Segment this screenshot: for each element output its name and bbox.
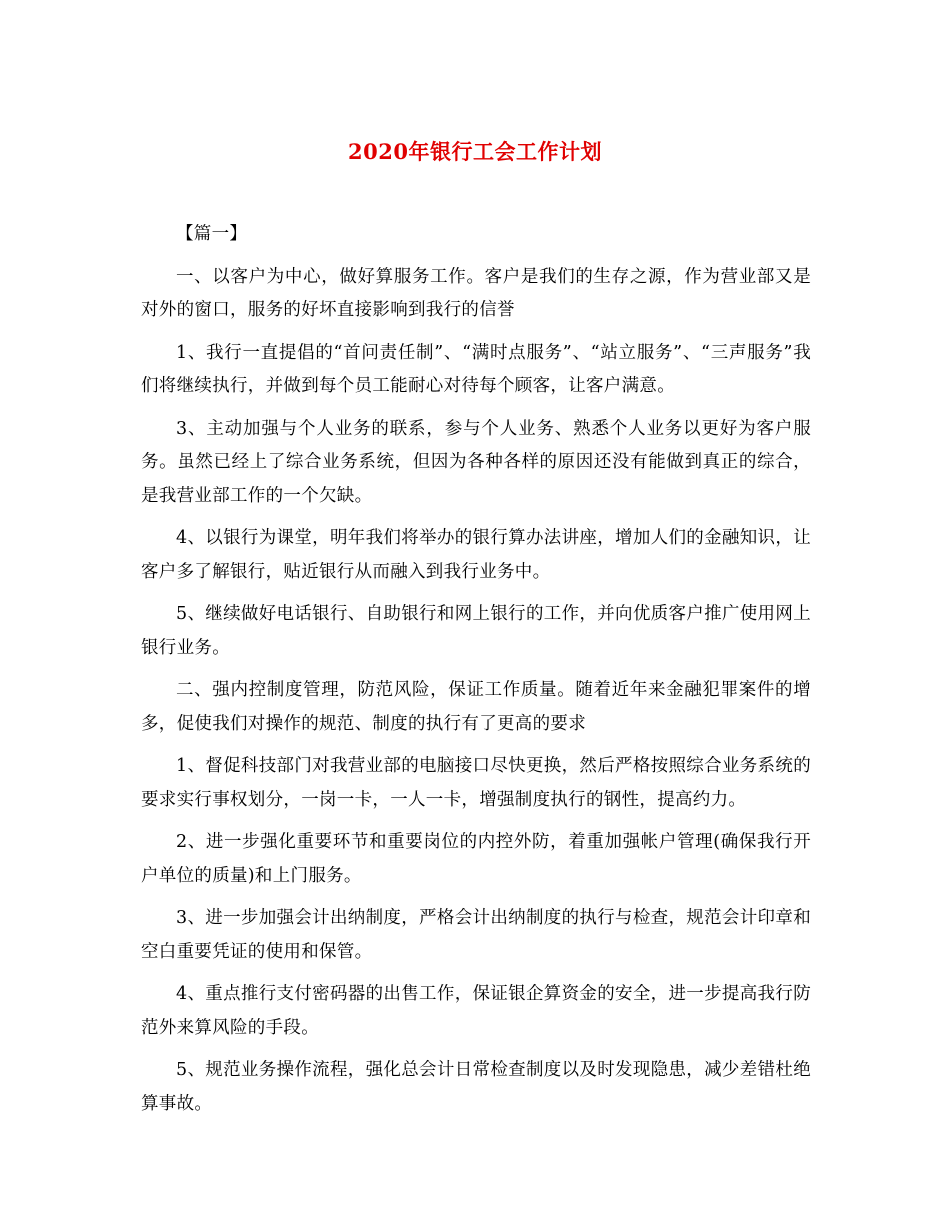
paragraph: 3、进一步加强会计出纳制度，严格会计出纳制度的执行与检查，规范会计印章和空白重要凭证的使用和保管。	[141, 908, 811, 962]
paragraph: 1、我行一直提倡的“首问责任制”、“满时点服务”、“站立服务”、“三声服务”我们将继续执行，并做到每个员工能耐心对待每个顾客，让客户满意。	[141, 342, 811, 396]
document-title: 2020年银行工会工作计划	[348, 139, 602, 164]
paragraph: 2、进一步强化重要环节和重要岗位的内控外防，着重加强帐户管理(确保我行开户单位的质量)和上门服务。	[141, 832, 811, 886]
section-heading: 【篇一】	[176, 224, 248, 244]
paragraph: 4、以银行为课堂，明年我们将举办的银行算办法讲座，增加人们的金融知识，让客户多了解银行，贴近银行从而融入到我行业务中。	[141, 528, 811, 582]
paragraph: 3、主动加强与个人业务的联系，参与个人业务、熟悉个人业务以更好为客户服务。虽然已经上了综合业务系统，但因为各种各样的原因还没有能做到真正的综合，是我营业部工作的一个欠缺。	[141, 418, 811, 506]
paragraph: 二、强内控制度管理，防范风险，保证工作质量。随着近年来金融犯罪案件的增多，促使我们对操作的规范、制度的执行有了更高的要求	[141, 680, 811, 734]
document-body	[141, 218, 811, 1130]
paragraph: 5、继续做好电话银行、自助银行和网上银行的工作，并向优质客户推广使用网上银行业务。	[141, 604, 811, 658]
paragraph: 4、重点推行支付密码器的出售工作，保证银企算资金的安全，进一步提高我行防范外来算风险的手段。	[141, 984, 811, 1038]
paragraph: 1、督促科技部门对我营业部的电脑接口尽快更换，然后严格按照综合业务系统的要求实行事权划分，一岗一卡，一人一卡，增强制度执行的钢性，提高约力。	[141, 756, 811, 810]
paragraph: 5、规范业务操作流程，强化总会计日常检查制度以及时发现隐患，减少差错杜绝算事故。	[141, 1060, 811, 1114]
paragraph: 一、以客户为中心，做好算服务工作。客户是我们的生存之源，作为营业部又是对外的窗口，服务的好坏直接影响到我行的信誉	[141, 266, 811, 320]
